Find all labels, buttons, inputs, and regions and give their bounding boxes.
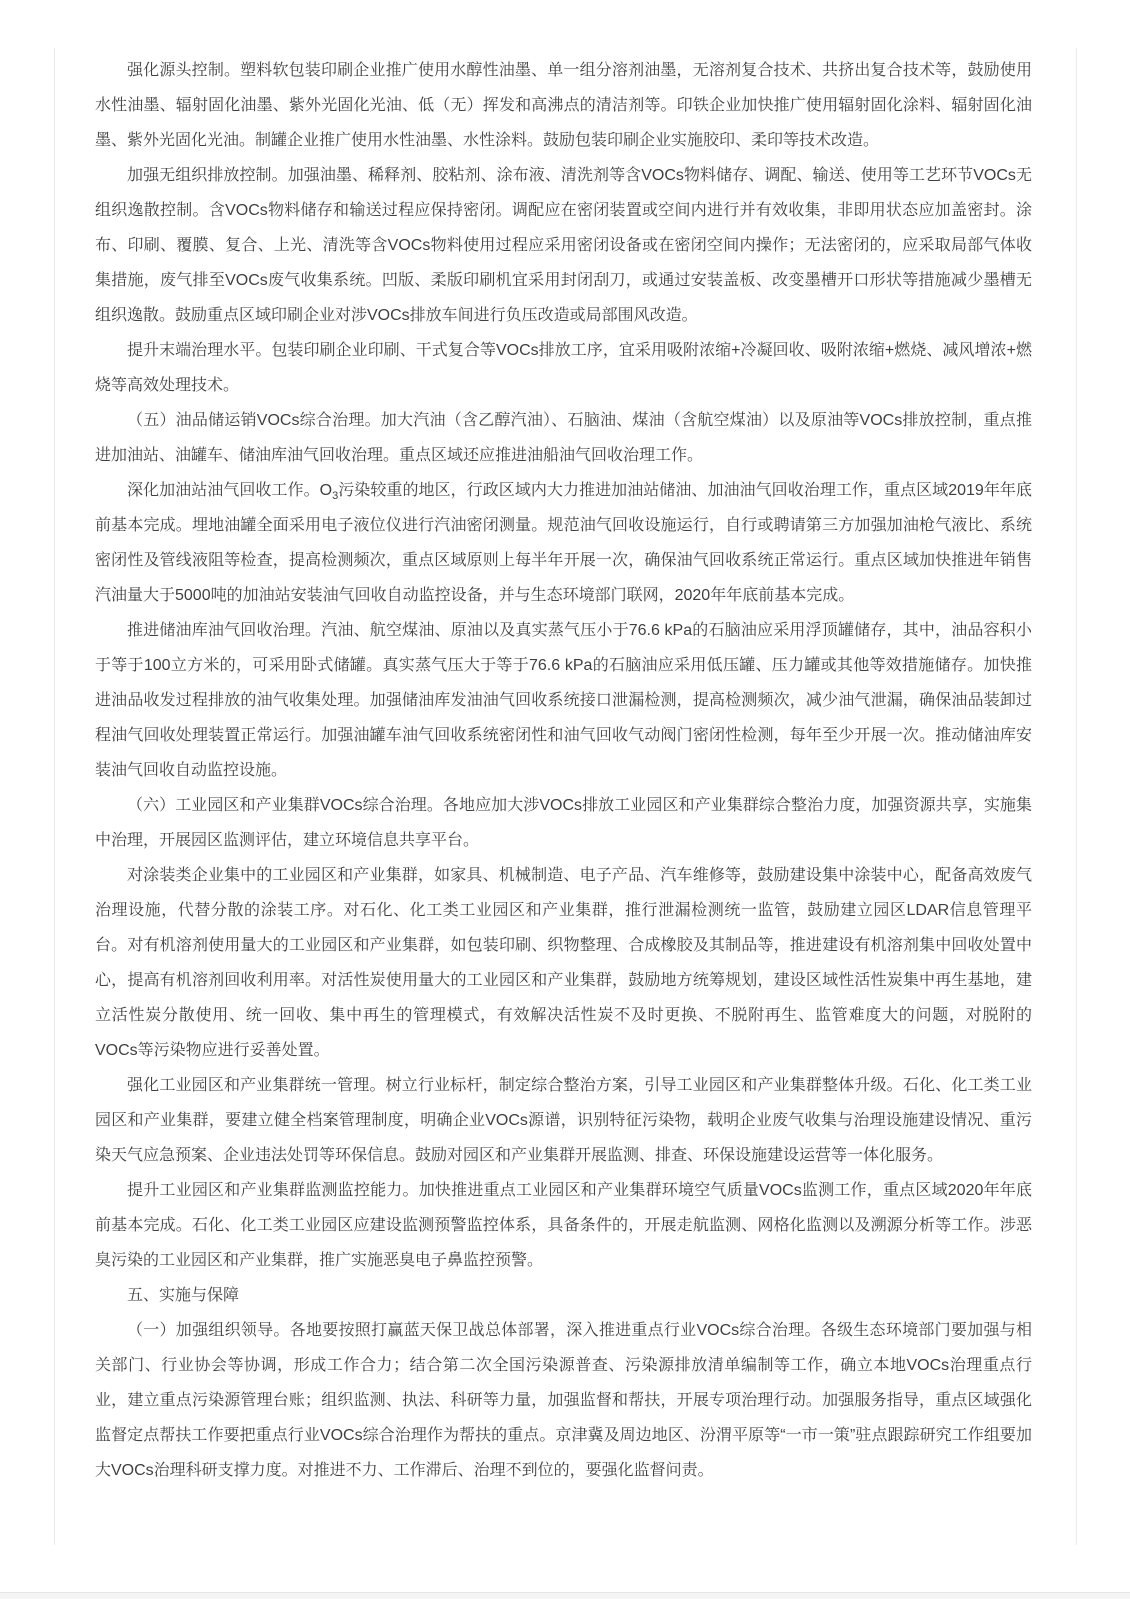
text-segment: 污染较重的地区，行政区域内大力推进加油站储油、加油油气回收治理工作，重点区域2019年年底前基本完成。埋地油罐全面采用电子液位仪进行汽油密闭测量。规范油气回收设施运行，自行或聘请第三方加强加油枪气液比、系统密闭性及管线液阻等检查，提高检测频次，重点区域原则上每半年开展一次，确保油气回收系统正常运行。重点区域加快推进年销售汽油量大于5000吨的加油站安装油气回收自动监控设备，并与生态环境部门联网，2020年年底前基本完成。 [95, 482, 1032, 604]
paragraph-park-unified-management: 强化工业园区和产业集群统一管理。树立行业标杆，制定综合整治方案，引导工业园区和产业集群整体升级。石化、化工类工业园区和产业集群，要建立健全档案管理制度，明确企业VOCs源谱，识别特征污染物，载明企业废气收集与治理设施建设情况、重污染天气应急预案、企业违法处罚等环保信息。鼓励对园区和产业集群开展监测、排查、环保设施建设运营等一体化服务。 [95, 1077, 1032, 1164]
paragraph-end-of-pipe-treatment: 提升末端治理水平。包装印刷企业印刷、干式复合等VOCs排放工序，宜采用吸附浓缩+冷凝回收、吸附浓缩+燃烧、减风增浓+燃烧等高效处理技术。 [95, 342, 1032, 394]
paragraph-section-6-industrial-parks: （六）工业园区和产业集群VOCs综合治理。各地应加大涉VOCs排放工业园区和产业集群综合整治力度，加强资源共享，实施集中治理，开展园区监测评估，建立环境信息共享平台。 [95, 797, 1032, 849]
section-heading-implementation-and-safeguards: 五、实施与保障 [127, 1287, 240, 1304]
paragraph-strengthen-organizational-leadership: （一）加强组织领导。各地要按照打赢蓝天保卫战总体部署，深入推进重点行业VOCs综合治理。各级生态环境部门要加强与相关部门、行业协会等协调，形成工作合力；结合第二次全国污染源普查、污染源排放清单编制等工作，确立本地VOCs治理重点行业，建立重点污染源管理台账；组织监测、执法、科研等力量，加强监督和帮扶，开展专项治理行动。加强服务指导，重点区域强化监督定点帮扶工作要把重点行业VOCs综合治理作为帮扶的重点。京津冀及周边地区、汾渭平原等“一市一策”驻点跟踪研究工作组要加大VOCs治理科研支撑力度。对推进不力、工作滞后、治理不到位的，要强化监督问责。 [95, 1322, 1032, 1479]
paragraph-park-centralized-facilities: 对涂装类企业集中的工业园区和产业集群，如家具、机械制造、电子产品、汽车维修等，鼓励建设集中涂装中心，配备高效废气治理设施，代替分散的涂装工序。对石化、化工类工业园区和产业集群，推行泄漏检测统一监管，鼓励建立园区LDAR信息管理平台。对有机溶剂使用量大的工业园区和产业集群，如包装印刷、织物整理、合成橡胶及其制品等，推进建设有机溶剂集中回收处置中心，提高有机溶剂回收利用率。对活性炭使用量大的工业园区和产业集群，鼓励地方统筹规划，建设区域性活性炭集中再生基地，建立活性炭分散使用、统一回收、集中再生的管理模式，有效解决活性炭不及时更换、不脱附再生、监管难度大的问题，对脱附的VOCs等污染物应进行妥善处置。 [95, 867, 1032, 1059]
text-segment: 深化加油站油气回收工作。O [127, 482, 333, 499]
ozone-subscript: 3 [332, 490, 339, 503]
document-body-text [55, 48, 1076, 1488]
paragraph-fugitive-emission-control: 加强无组织排放控制。加强油墨、稀释剂、胶粘剂、涂布液、清洗剂等含VOCs物料储存、调配、输送、使用等工艺环节VOCs无组织逸散控制。含VOCs物料储存和输送过程应保持密闭。调配应在密闭装置或空间内进行并有效收集，非即用状态应加盖密封。涂布、印刷、覆膜、复合、上光、清洗等含VOCs物料使用过程应采用密闭设备或在密闭空间内操作；无法密闭的，应采取局部气体收集措施，废气排至VOCs废气收集系统。凹版、柔版印刷机宜采用封闭刮刀，或通过安装盖板、改变墨槽开口形状等措施减少墨槽无组织逸散。鼓励重点区域印刷企业对涉VOCs排放车间进行负压改造或局部围风改造。 [95, 167, 1032, 324]
paragraph-section-5-oil-storage-transport-sales: （五）油品储运销VOCs综合治理。加大汽油（含乙醇汽油）、石脑油、煤油（含航空煤油）以及原油等VOCs排放控制，重点推进加油站、油罐车、储油库油气回收治理。重点区域还应推进油船油气回收治理工作。 [95, 412, 1032, 464]
page-footer-strip [0, 1592, 1130, 1599]
paragraph-oil-depot-vapor-recovery: 推进储油库油气回收治理。汽油、航空煤油、原油以及真实蒸气压小于76.6 kPa的石脑油应采用浮顶罐储存，其中，油品容积小于等于100立方米的，可采用卧式储罐。真实蒸气压大于等于76.6 kPa的石脑油应采用低压罐、压力罐或其他等效措施储存。加快推进油品收发过程排放的油气收集处理。加强储油库发油油气回收系统接口泄漏检测，提高检测频次，减少油气泄漏，确保油品装卸过程油气回收处理装置正常运行。加强油罐车油气回收系统密闭性和油气回收气动阀门密闭性检测，每年至少开展一次。推动储油库安装油气回收自动监控设施。 [95, 622, 1032, 779]
paragraph-park-monitoring-capability: 提升工业园区和产业集群监测监控能力。加快推进重点工业园区和产业集群环境空气质量VOCs监测工作，重点区域2020年年底前基本完成。石化、化工类工业园区应建设监测预警监控体系，具备条件的，开展走航监测、网格化监测以及溯源分析等工作。涉恶臭污染的工业园区和产业集群，推广实施恶臭电子鼻监控预警。 [95, 1182, 1032, 1269]
paragraph-gas-station-vapor-recovery [95, 473, 1032, 613]
paragraph-source-control: 强化源头控制。塑料软包装印刷企业推广使用水醇性油墨、单一组分溶剂油墨，无溶剂复合技术、共挤出复合技术等，鼓励使用水性油墨、辐射固化油墨、紫外光固化光油、低（无）挥发和高沸点的清洁剂等。印铁企业加快推广使用辐射固化涂料、辐射固化油墨、紫外光固化光油。制罐企业推广使用水性油墨、水性涂料。鼓励包装印刷企业实施胶印、柔印等技术改造。 [95, 62, 1032, 149]
document-page [54, 48, 1077, 1545]
